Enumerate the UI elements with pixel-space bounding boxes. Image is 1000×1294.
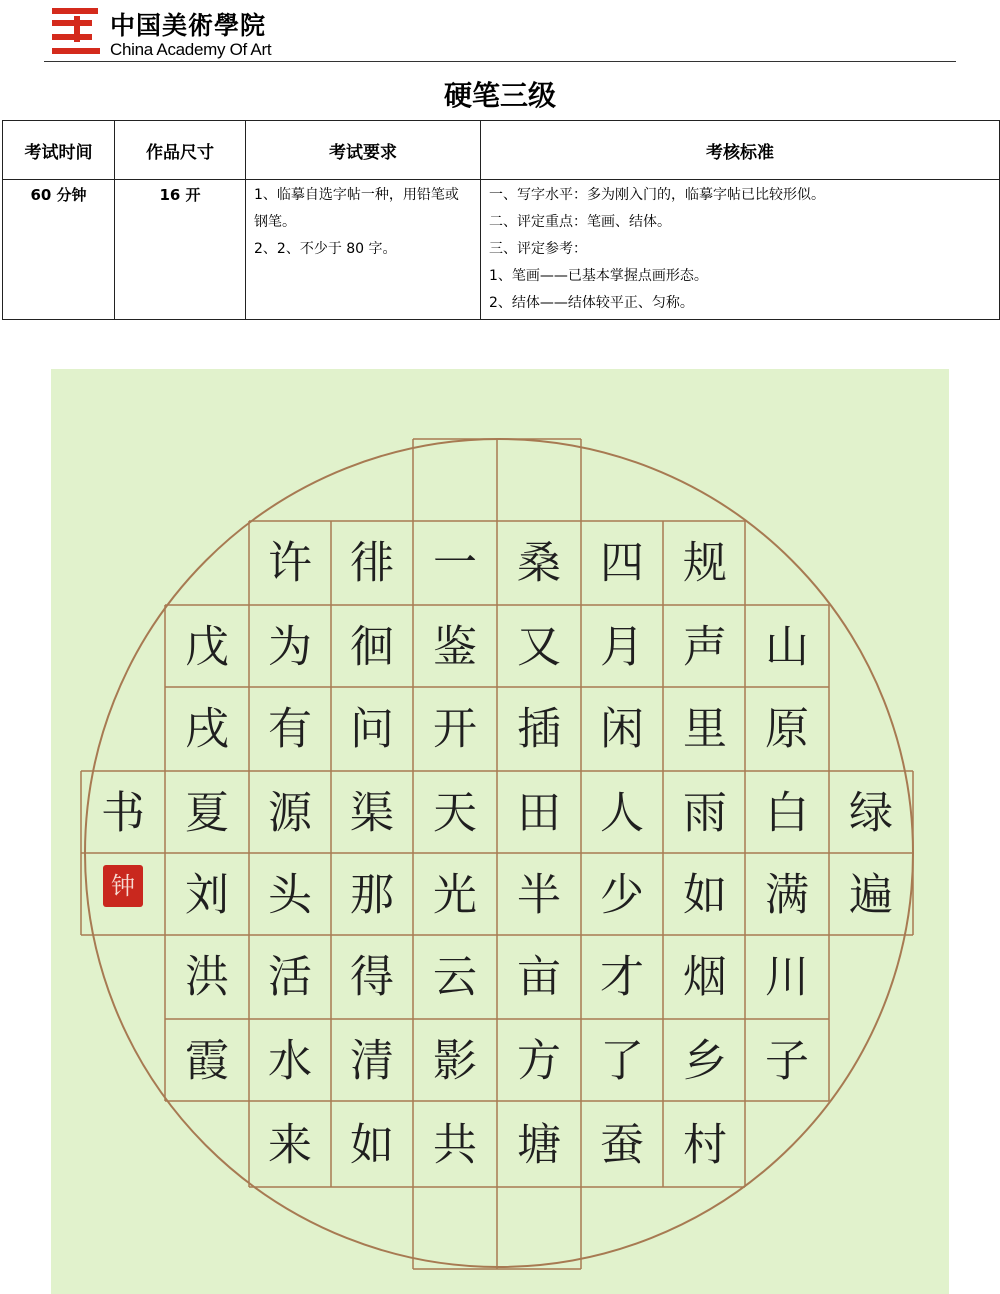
header-divider <box>44 61 956 62</box>
calligraphy-character: 如 <box>683 869 727 921</box>
calligraphy-character: 白 <box>765 787 809 839</box>
calligraphy-character: 如 <box>350 1119 394 1171</box>
calligraphy-character: 活 <box>268 951 312 1003</box>
calligraphy-character: 闲 <box>600 703 644 755</box>
seal-text: 钟 <box>111 872 135 900</box>
calligraphy-character: 天 <box>433 787 477 839</box>
calligraphy-character: 清 <box>350 1035 394 1087</box>
calligraphy-character: 一 <box>433 537 477 589</box>
calligraphy-character: 又 <box>517 621 561 673</box>
calligraphy-character: 规 <box>683 537 727 589</box>
assessment-standards-cell <box>481 180 1000 320</box>
calligraphy-character: 遍 <box>849 869 893 921</box>
calligraphy-character: 来 <box>268 1119 312 1171</box>
calligraphy-character: 插 <box>517 703 561 755</box>
calligraphy-character: 村 <box>683 1119 727 1171</box>
column-header: 考试要求 <box>246 121 481 180</box>
calligraphy-character: 为 <box>268 621 312 673</box>
standard-item: 二、评定重点：笔画、结体。 <box>489 214 671 230</box>
calligraphy-character: 了 <box>600 1035 644 1087</box>
calligraphy-character: 里 <box>683 703 727 755</box>
calligraphy-character: 书 <box>101 787 145 839</box>
calligraphy-character: 徘 <box>350 537 394 589</box>
calligraphy-character: 少 <box>600 869 644 921</box>
logo-english-name: China Academy Of Art <box>110 40 272 59</box>
calligraphy-character: 川 <box>765 951 809 1003</box>
calligraphy-character: 洪 <box>185 951 229 1003</box>
requirement-item: 2、2、不少于 80 字。 <box>254 241 397 257</box>
calligraphy-character: 乡 <box>683 1035 727 1087</box>
logo-emblem-icon <box>52 8 104 54</box>
calligraphy-grid <box>51 369 949 1294</box>
standard-item: 1、笔画——已基本掌握点画形态。 <box>489 268 708 284</box>
exam-requirements-cell <box>246 180 481 320</box>
calligraphy-character: 月 <box>600 621 644 673</box>
calligraphy-character: 原 <box>765 703 809 755</box>
calligraphy-character: 绿 <box>849 787 893 839</box>
calligraphy-character: 子 <box>765 1035 809 1087</box>
calligraphy-character: 那 <box>350 869 394 921</box>
calligraphy-character: 山 <box>765 621 809 673</box>
calligraphy-character: 许 <box>268 537 312 589</box>
calligraphy-character: 蚕 <box>600 1119 644 1171</box>
calligraphy-character: 光 <box>433 869 477 921</box>
column-header: 作品尺寸 <box>115 121 246 180</box>
calligraphy-character: 霞 <box>185 1035 229 1087</box>
calligraphy-character: 头 <box>268 869 312 921</box>
calligraphy-character: 刘 <box>185 869 229 921</box>
work-size-cell: 16 开 <box>115 180 246 320</box>
exam-time-cell: 60 分钟 <box>3 180 115 320</box>
standard-item: 三、评定参考： <box>489 241 587 257</box>
table-row <box>3 180 1000 320</box>
calligraphy-character: 四 <box>600 537 644 589</box>
calligraphy-character: 人 <box>600 787 644 839</box>
calligraphy-character: 影 <box>433 1035 477 1087</box>
calligraphy-character: 徊 <box>350 621 394 673</box>
table-header-row <box>3 121 1000 180</box>
calligraphy-character: 夏 <box>185 787 229 839</box>
calligraphy-character: 水 <box>268 1035 312 1087</box>
page-title: 硬笔三级 <box>443 79 556 112</box>
calligraphy-character: 源 <box>268 787 312 839</box>
column-header: 考核标准 <box>481 121 1000 180</box>
calligraphy-character: 雨 <box>683 787 727 839</box>
logo-chinese-name: 中国美術學院 <box>110 11 267 40</box>
calligraphy-character: 鉴 <box>433 621 477 673</box>
standard-item: 一、写字水平：多为刚入门的，临摹字帖已比较形似。 <box>489 187 825 203</box>
calligraphy-character: 田 <box>517 787 561 839</box>
calligraphy-character: 戊 <box>185 621 229 673</box>
calligraphy-character: 烟 <box>683 951 727 1003</box>
standard-item: 2、结体——结体较平正、匀称。 <box>489 295 694 311</box>
calligraphy-character: 满 <box>765 869 809 921</box>
calligraphy-character: 问 <box>350 703 394 755</box>
calligraphy-character: 开 <box>433 703 477 755</box>
calligraphy-character: 桑 <box>517 537 561 589</box>
calligraphy-character: 声 <box>683 621 727 673</box>
calligraphy-character: 塘 <box>517 1119 561 1171</box>
exam-requirements-table <box>2 120 1000 320</box>
academy-logo <box>52 6 312 58</box>
calligraphy-character: 共 <box>433 1119 477 1171</box>
calligraphy-character: 半 <box>517 869 561 921</box>
calligraphy-character: 云 <box>433 951 477 1003</box>
calligraphy-character: 方 <box>517 1035 561 1087</box>
calligraphy-character: 渠 <box>350 787 394 839</box>
calligraphy-character: 得 <box>350 951 394 1003</box>
calligraphy-character: 亩 <box>517 951 561 1003</box>
requirement-item: 1、临摹自选字帖一种，用铅笔或钢笔。 <box>254 187 459 230</box>
calligraphy-artwork <box>51 369 949 1294</box>
calligraphy-character: 戌 <box>185 703 229 755</box>
calligraphy-character: 才 <box>600 951 644 1003</box>
calligraphy-character: 有 <box>268 703 312 755</box>
column-header: 考试时间 <box>3 121 115 180</box>
